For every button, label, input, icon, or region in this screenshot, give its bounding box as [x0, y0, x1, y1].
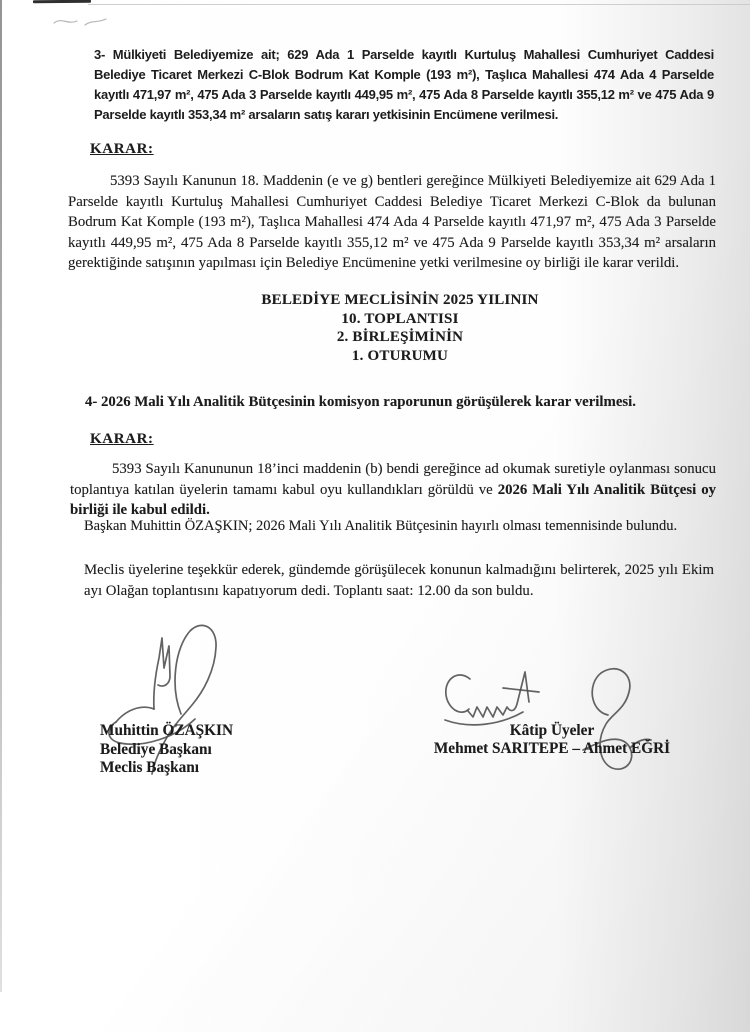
closing-paragraph: Meclis üyelerine teşekkür ederek, gündemde görüşülecek konunun kalmadığını belirterek, 2025 yılı Ekim ayı Olağan toplantısını kapatıyorum dedi. Toplantı saat: 12.00 da son buldu. — [84, 562, 714, 599]
right-signature-block — [426, 722, 678, 757]
karar-text-2-normal: 5393 Sayılı Kanununun 18’inci maddenin (b) bendi gereğince ad okumak suretiyle oylanması sonucu toplantıya katılan üyelerin tamamı kabul oyu kullandıkları görüldü ve — [70, 461, 716, 498]
signer-title-1: Belediye Başkanı — [100, 740, 212, 758]
scan-top-faint-line — [88, 4, 750, 5]
clerk-names: Mehmet SARITEPE – Ahmet EĞRİ — [433, 739, 671, 757]
signer-title-2: Meclis Başkanı — [100, 759, 200, 776]
karar-heading-2: KARAR: — [90, 431, 154, 447]
agenda-item-4: 4- 2026 Mali Yılı Analitik Bütçesinin komisyon raporunun görüşülerek karar verilmesi. — [85, 394, 636, 410]
scan-pen-squiggle — [52, 12, 114, 34]
scan-left-edge-line — [0, 0, 2, 992]
signer-name-mayor: Muhittin ÖZAŞKIN — [100, 722, 234, 739]
session-heading — [70, 291, 730, 365]
agenda-item-3: 3- Mülkiyeti Belediyemize ait; 629 Ada 1 Parselde kayıtlı Kurtuluş Mahallesi Cumhuriyet Caddesi Belediye Ticaret Merkezi C-Blok Bodrum Kat Komple (193 m²), Taşlıca Mahallesi 474 Ada 4 Parselde kayıtlı 471,97 m², 475 Ada 3 Parselde kayıtlı 449,95 m², 475 Ada 8 Parselde kayıtlı 355,12 m² ve 475 Ada 9 Parselde kayıtlı 353,34 m² arsaların satış kararı yetkisinin Encümene verilmesi. — [94, 47, 714, 122]
karar-text-1: 5393 Sayılı Kanunun 18. Maddenin (e ve g) bentleri gereğince Mülkiyeti Belediyemize ait 629 Ada 1 Parselde kayıtlı Kurtuluş Mahallesi Cumhuriyet Caddesi Belediye Ticaret Merkezi C-Blok da bulunan Bodrum Kat Komple (193 m²), Taşlıca Mahallesi 474 Ada 4 Parselde kayıtlı 471,97 m², 475 Ada 3 Parselde kayıtlı 449,95 m², 475 Ada 8 Parselde kayıtlı 355,12 m² ve 475 Ada 9 Parselde kayıtlı 353,34 m² arsaların gerektiğinde satışının yapılması için Belediye Encümenine yetki verilmesine oy birliği ile karar verildi. — [68, 173, 716, 271]
signature-ahmet-egri — [579, 661, 654, 781]
session-heading-line-1: BELEDİYE MECLİSİNİN 2025 YILININ — [261, 292, 539, 308]
clerk-role-label: Kâtip Üyeler — [509, 722, 595, 739]
session-heading-line-3: 2. BİRLEŞİMİNİN — [336, 329, 464, 345]
karar-text-2-bold: 2026 Mali Yılı Analitik Bütçesi oy birliği ile kabul edildi. — [70, 481, 716, 518]
karar-text-2 — [70, 459, 716, 521]
left-signature-block — [100, 722, 233, 778]
karar-2-followup: Başkan Muhittin ÖZAŞKIN; 2026 Mali Yılı Analitik Bütçesinin hayırlı olması temennisinde bulundu. — [84, 518, 678, 534]
session-heading-line-2: 10. TOPLANTISI — [341, 310, 459, 327]
karar-heading-1: KARAR: — [90, 141, 154, 157]
session-heading-line-4: 1. OTURUMU — [351, 347, 449, 364]
scan-top-dark-mark — [33, 0, 91, 3]
